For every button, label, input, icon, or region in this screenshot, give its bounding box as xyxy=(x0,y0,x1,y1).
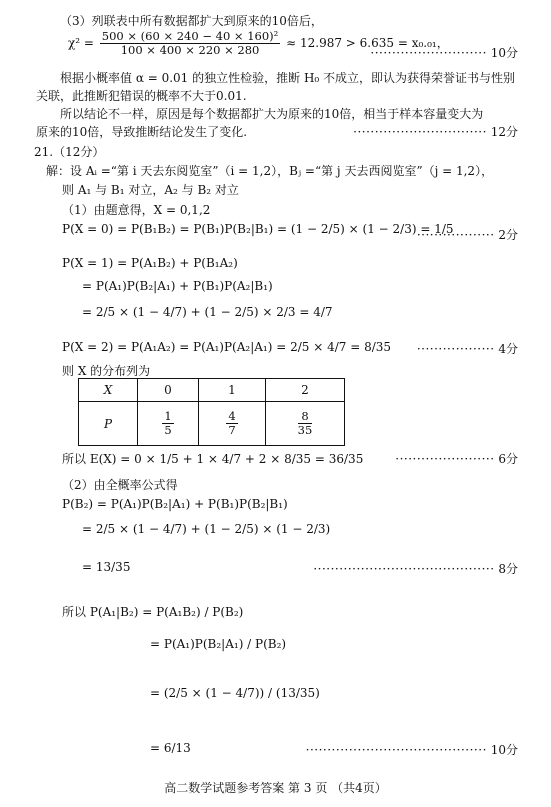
px0-line: P(X = 0) = P(B₁B₂) = P(B₁)P(B₂|B₁) = (1 − 2/5) × (1 − 2/3) = 1/5 xyxy=(62,222,454,236)
chi-lhs: χ² = xyxy=(68,36,94,50)
conclusion-line-3: 所以结论不一样，原因是每个数据都扩大为原来的10倍，相当于样本容量变大为 xyxy=(60,107,484,121)
table-cell: P xyxy=(79,402,138,446)
conditional-line-b: = P(A₁)P(B₂|A₁) / P(B₂) xyxy=(150,637,287,651)
chi-denominator: 100 × 400 × 220 × 280 xyxy=(120,43,260,57)
px2-line: P(X = 2) = P(A₁A₂) = P(A₁)P(A₂|A₁) = 2/5 × 4/7 = 8/35 xyxy=(62,340,392,354)
score-12: ······························· 12分 xyxy=(353,125,518,139)
score-8: ·········································· 8分 xyxy=(313,562,518,576)
pb2-line-c: = 13/35 xyxy=(82,560,131,574)
definition-line-2: 则 A₁ 与 B₁ 对立，A₂ 与 B₂ 对立 xyxy=(62,183,239,197)
conclusion-line-4: 原来的10倍，导致推断结论发生了变化. xyxy=(36,125,248,139)
score-4: ·················· 4分 xyxy=(416,342,518,356)
table-row xyxy=(79,379,345,402)
px1-line-a: P(X = 1) = P(A₁B₂) + P(B₁A₂) xyxy=(62,256,238,270)
chi-numerator: 500 × (60 × 240 − 40 × 160)² xyxy=(101,29,279,43)
table-row xyxy=(79,402,345,446)
table-cell: X xyxy=(79,379,138,402)
chi-rhs: ≈ 12.987 > 6.635 = x₀.₀₁， xyxy=(286,36,449,50)
table-cell: 1 xyxy=(199,379,266,402)
score-10a: ··························· 10分 xyxy=(370,46,518,60)
score-6: ······················· 6分 xyxy=(395,452,518,466)
part1-line: （1）由题意得，X = 0,1,2 xyxy=(62,203,211,217)
table-cell: 2 xyxy=(266,379,345,402)
px1-line-c: = 2/5 × (1 − 4/7) + (1 − 2/5) × 2/3 = 4/7 xyxy=(82,305,333,319)
score-10b: ·········································· 10分 xyxy=(305,743,518,757)
conditional-line-d: = 6/13 xyxy=(150,741,191,755)
pb2-line-b: = 2/5 × (1 − 4/7) + (1 − 2/5) × (1 − 2/3) xyxy=(82,522,331,536)
pb2-line-a: P(B₂) = P(A₁)P(B₂|A₁) + P(B₁)P(B₂|B₁) xyxy=(62,497,288,511)
table-cell: $\frac{1}{5}$ xyxy=(138,402,199,446)
part2-line: （2）由全概率公式得 xyxy=(62,478,178,492)
table-cell: $\frac{8}{35}$ xyxy=(266,402,345,446)
table-cell: $\frac{4}{7}$ xyxy=(199,402,266,446)
page-footer: 高二数学试题参考答案 第 3 页 （共4页） xyxy=(164,781,387,795)
score-2: ·················· 2分 xyxy=(416,228,518,242)
conclusion-line-1: 根据小概率值 α = 0.01 的独立性检验，推断 H₀ 不成立，即认为获得荣誉证书与性别 xyxy=(60,71,516,85)
chi-fraction xyxy=(100,30,281,57)
part3-header: （3）列联表中所有数据都扩大到原来的10倍后， xyxy=(60,14,323,28)
expectation-line: 所以 E(X) = 0 × 1/5 + 1 × 4/7 + 2 × 8/35 = 36/35 xyxy=(62,452,364,466)
conditional-line-a: 所以 P(A₁|B₂) = P(A₁B₂) / P(B₂) xyxy=(62,605,244,619)
q21-header: 21.（12分） xyxy=(34,145,105,159)
conditional-line-c: = (2/5 × (1 − 4/7)) / (13/35) xyxy=(150,686,320,700)
definition-line-1: 解：设 Aᵢ =“第 i 天去东阅览室”（i = 1,2），Bⱼ =“第 j 天去西阅览室”（j = 1,2）， xyxy=(46,164,494,178)
conclusion-line-2: 关联，此推断犯错误的概率不大于0.01. xyxy=(36,89,247,103)
px1-line-b: = P(A₁)P(B₂|A₁) + P(B₁)P(A₂|B₁) xyxy=(82,279,273,293)
table-cell: 0 xyxy=(138,379,199,402)
distribution-intro: 则 X 的分布列为 xyxy=(62,364,151,378)
distribution-table xyxy=(78,378,345,446)
